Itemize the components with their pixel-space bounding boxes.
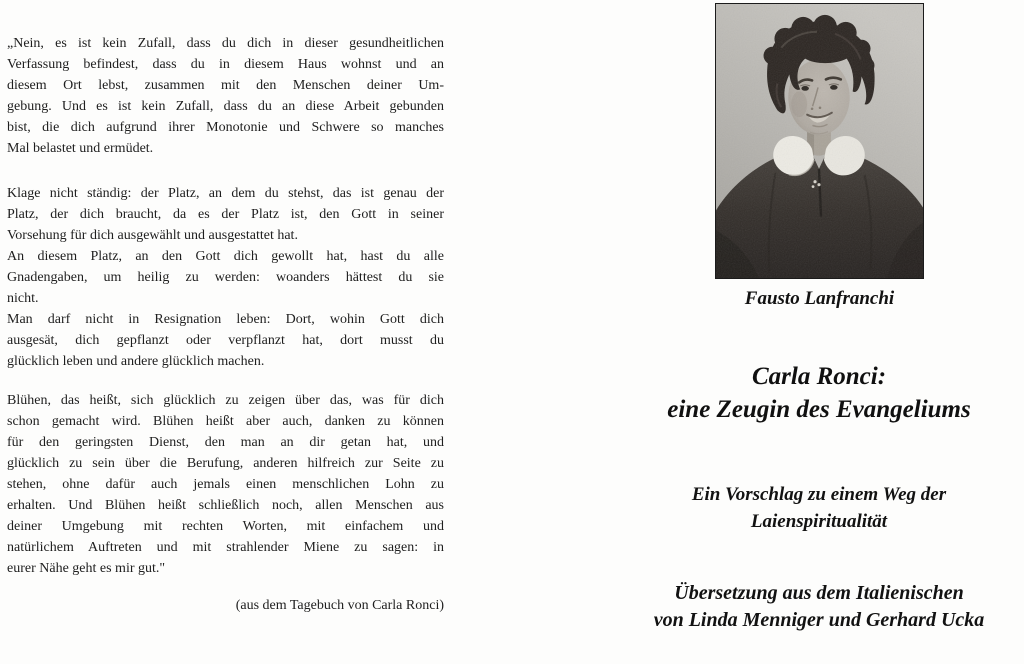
quote-line: Gnadengaben, um heilig zu werden: woanders hättest du sie (7, 270, 444, 285)
quote-line: für den geringsten Dienst, den man an dir getan hat, und (7, 435, 444, 450)
left-page (7, 33, 444, 616)
quote-line: natürlichem Auftreten und mit strahlender Miene zu sagen: in (7, 540, 444, 555)
quote-line: Vorsehung für dich ausgewählt und ausgestattet hat. (7, 228, 298, 243)
quote-line: Mal belastet und ermüdet. (7, 141, 154, 156)
book-subtitle-line1: Ein Vorschlag zu einem Weg der (691, 484, 947, 505)
portrait-illustration (716, 4, 923, 278)
quote-paragraph-4 (7, 309, 444, 372)
translation-credit-line1: Übersetzung aus dem Italienischen (674, 582, 964, 604)
portrait-photo (715, 3, 924, 279)
book-subtitle (614, 481, 1024, 535)
quote-line: Blühen, das heißt, sich glücklich zu zeigen über das, was für dich (7, 393, 444, 408)
quote-attribution: (aus dem Tagebuch von Carla Ronci) (235, 598, 444, 613)
book-subtitle-line2: Laienspiritualität (750, 511, 888, 532)
quote-line: nicht. (7, 291, 39, 306)
quote-paragraph-5 (7, 390, 444, 579)
quote-line: „Nein, es ist kein Zufall, dass du dich in dieser gesundheitlichen (7, 36, 444, 51)
author-name: Fausto Lanfranchi (744, 288, 895, 309)
quote-line: Man darf nicht in Resignation leben: Dort, wohin Gott dich (7, 312, 444, 327)
quote-line: erhalten. Und Blühen heißt schließlich noch, allen Menschen aus (7, 498, 444, 513)
quote-line: gebung. Und es ist kein Zufall, dass du an diese Arbeit gebunden (7, 99, 444, 114)
quote-line: Klage nicht ständig: der Platz, an dem du stehst, das ist genau der (7, 186, 444, 201)
quote-line: glücklich zu sein über die Berufung, anderen hilfreich zur Seite zu (7, 456, 444, 471)
translation-credit (614, 580, 1024, 634)
quote-line: Verfassung befindest, dass du in diesem Haus wohnst und an (7, 57, 444, 72)
quote-paragraph-1 (7, 33, 444, 159)
book-title-line2: eine Zeugin des Evangeliums (667, 396, 971, 423)
quote-paragraph-2 (7, 183, 444, 246)
quote-line: schon gemacht wird. Blühen heißt aber auch, danken zu können (7, 414, 444, 429)
quote-line: Platz, der dich braucht, da es der Platz ist, den Gott in seiner (7, 207, 444, 222)
quote-line: An diesem Platz, an den Gott dich gewollt hat, hast du alle (7, 249, 444, 264)
quote-line: deiner Umgebung mit rechten Worten, mit einfachem und (7, 519, 444, 534)
quote-line: glücklich leben und andere glücklich machen. (7, 354, 265, 369)
quote-line: bist, die dich aufgrund ihrer Monotonie und Schwere so manches (7, 120, 444, 135)
quote-line: stehen, ohne dafür auch jemals einen menschlichen Lohn zu (7, 477, 444, 492)
book-title (614, 360, 1024, 426)
quote-line: diesem Ort lebst, zusammen mit den Menschen deiner Um- (7, 78, 444, 93)
book-title-line1: Carla Ronci: (751, 363, 887, 390)
quote-line: eurer Nähe geht es mir gut." (7, 561, 166, 576)
quote-paragraph-3 (7, 246, 444, 309)
translation-credit-line2: von Linda Menniger und Gerhard Ucka (653, 609, 985, 631)
quote-line: ausgesät, dich gepflanzt oder verpflanzt hat, dort musst du (7, 333, 444, 348)
